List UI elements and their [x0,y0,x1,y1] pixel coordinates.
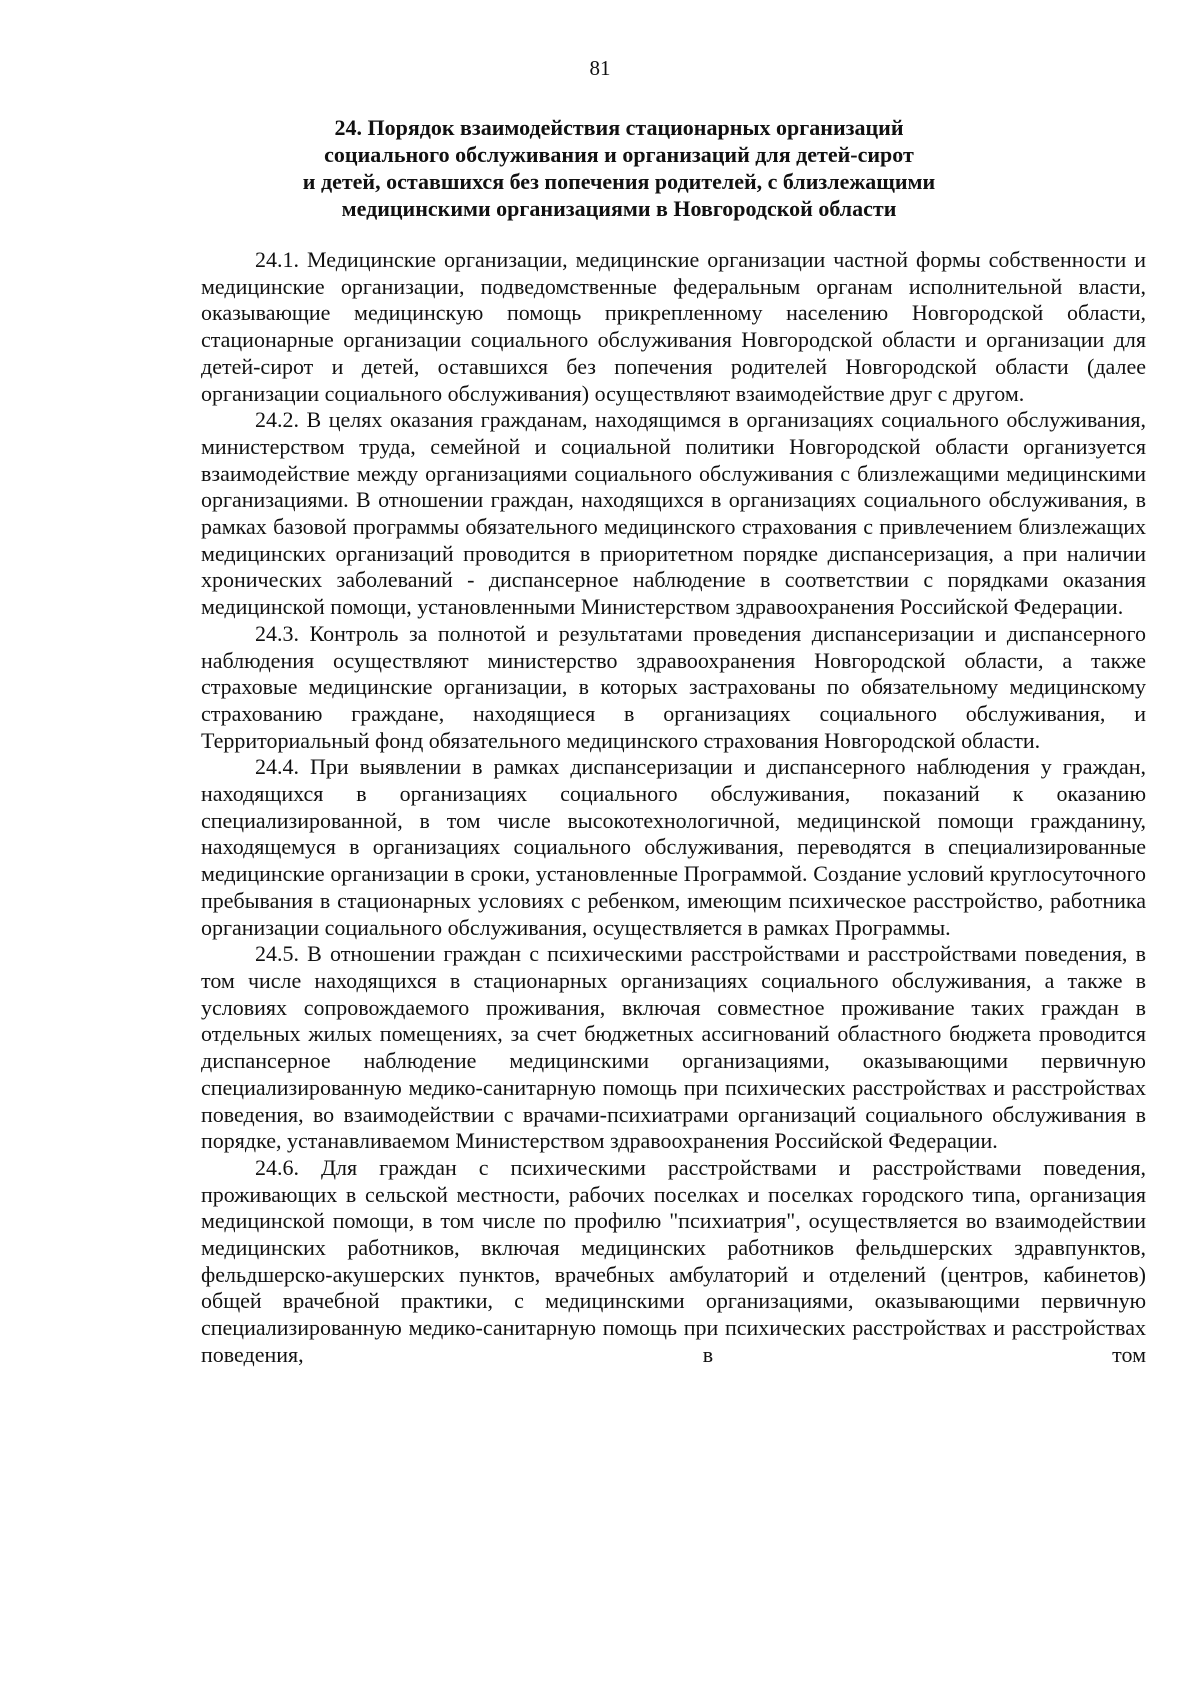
section-title-line: медицинскими организациями в Новгородской области [341,196,897,221]
paragraph-24-1: 24.1. Медицинские организации, медицинские организации частной формы собственности и медицинские организации, подведомственные федеральным органам исполнительной власти, оказывающие медицинскую помощь прикрепленному населению Новгородской области, стационарные организации социального обслуживания Новгородской области и организации для детей-сирот и детей, оставшихся без попечения родителей Новгородской области (далее организации социального обслуживания) осуществляют взаимодействие друг с другом. [201,247,1146,406]
paragraph-24-3: 24.3. Контроль за полнотой и результатами проведения диспансеризации и диспансерного наблюдения осуществляют министерство здравоохранения Новгородской области, а также страховые медицинские организации, в которых застрахованы по обязательному медицинскому страхованию граждане, находящиеся в организациях социального обслуживания, и Территориальный фонд обязательного медицинского страхования Новгородской области. [201,620,1146,753]
section-title-line: 24. Порядок взаимодействия стационарных организаций [334,115,904,140]
section-title-line: социального обслуживания и организаций для детей-сирот [324,142,914,167]
paragraph-24-4: 24.4. При выявлении в рамках диспансеризации и диспансерного наблюдения у граждан, находящихся в организациях социального обслуживания, показаний к оказанию специализированной, в том числе высокотехнологичной, медицинской помощи гражданину, находящемуся в организациях социального обслуживания, переводятся в специализированные медицинские организации в сроки, установленные Программой. Создание условий круглосуточного пребывания в стационарных условиях с ребенком, имеющим психическое расстройство, работника организации социального обслуживания, осуществляется в рамках Программы. [201,754,1146,940]
paragraph-24-5: 24.5. В отношении граждан с психическими расстройствами и расстройствами поведения, в том числе находящихся в стационарных организациях социального обслуживания, а также в условиях сопровождаемого проживания, включая совместное проживание таких граждан в отдельных жилых помещениях, за счет бюджетных ассигнований областного бюджета проводится диспансерное наблюдение медицинскими организациями, оказывающими первичную специализированную медико-санитарную помощь при психических расстройствах и расстройствах поведения, во взаимодействии с врачами-психиатрами организаций социального обслуживания в порядке, устанавливаемом Министерством здравоохранения Российской Федерации. [201,941,1146,1154]
paragraph-24-6: 24.6. Для граждан с психическими расстройствами и расстройствами поведения, проживающих в сельской местности, рабочих поселках и поселках городского типа, организация медицинской помощи, в том числе по профилю "психиатрия", осуществляется во взаимодействии медицинских работников, включая медицинских работников фельдшерских здравпунктов, фельдшерско-акушерских пунктов, врачебных амбулаторий и отделений (центров, кабинетов) общей врачебной практики, с медицинскими организациями, оказывающими первичную специализированную медико-санитарную помощь при психических расстройствах и расстройствах поведения, в том [201,1154,1146,1367]
page-number: 81 [589,56,611,80]
section-title [292,114,946,222]
paragraph-24-2: 24.2. В целях оказания гражданам, находящимся в организациях социального обслуживания, министерством труда, семейной и социальной политики Новгородской области организуется взаимодействие между организациями социального обслуживания с близлежащими медицинскими организациями. В отношении граждан, находящихся в организациях социального обслуживания, в рамках базовой программы обязательного медицинского страхования с привлечением близлежащих медицинских организаций проводится в приоритетном порядке диспансеризация, а при наличии хронических заболеваний - диспансерное наблюдение в соответствии с порядками оказания медицинской помощи, установленными Министерством здравоохранения Российской Федерации. [201,407,1146,620]
section-title-line: и детей, оставшихся без попечения родителей, с близлежащими [302,169,936,194]
document-body [201,247,1146,1369]
